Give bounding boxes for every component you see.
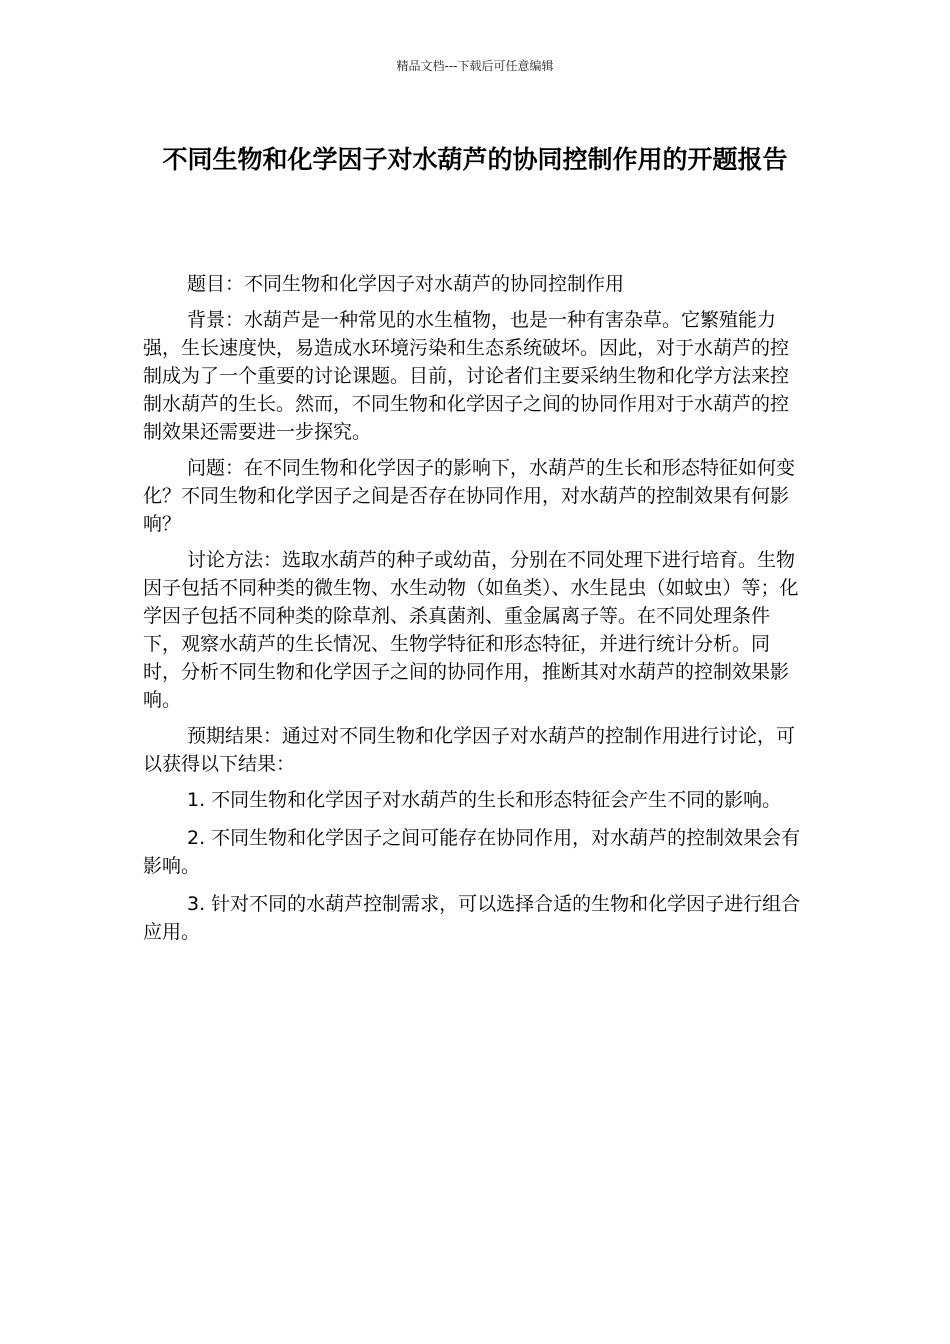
paragraph-expected-results: 预期结果：通过对不同生物和化学因子对水葫芦的控制作用进行讨论，可以获得以下结果： xyxy=(143,725,796,775)
paragraph-background: 背景：水葫芦是一种常见的水生植物，也是一种有害杂草。它繁殖能力强，生长速度快，易造成水环境污染和生态系统破坏。因此，对于水葫芦的控制成为了一个重要的讨论课题。目前，讨论者们主要采纳生物和化学方法来控制水葫芦的生长。然而，不同生物和化学因子之间的协同作用对于水葫芦的控制效果还需要进一步探究。 xyxy=(143,309,790,443)
document-body xyxy=(143,270,807,956)
paragraph-question: 问题：在不同生物和化学因子的影响下，水葫芦的生长和形态特征如何变化？不同生物和化学因子之间是否存在协同作用，对水葫芦的控制效果有何影响？ xyxy=(143,457,796,535)
paragraph-method: 讨论方法：选取水葫芦的种子或幼苗，分别在不同处理下进行培育。生物因子包括不同种类的微生物、水生动物（如鱼类）、水生昆虫（如蚊虫）等；化学因子包括不同种类的除草剂、杀真菌剂、重金属离子等。在不同处理条件下，观察水葫芦的生长情况、生物学特征和形态特征，并进行统计分析。同时，分析不同生物和化学因子之间的协同作用，推断其对水葫芦的控制效果影响。 xyxy=(143,549,799,711)
document-title: 不同生物和化学因子对水葫芦的协同控制作用的开题报告 xyxy=(162,145,788,174)
result-item: 3. 针对不同的水葫芦控制需求，可以选择合适的生物和化学因子进行组合应用。 xyxy=(143,893,801,943)
paragraph-topic: 题目：不同生物和化学因子对水葫芦的协同控制作用 xyxy=(187,273,625,295)
header-note: 精品文档---下载后可任意编辑 xyxy=(396,59,554,73)
result-item: 2. 不同生物和化学因子之间可能存在协同作用，对水葫芦的控制效果会有影响。 xyxy=(143,827,801,877)
result-item: 1. 不同生物和化学因子对水葫芦的生长和形态特征会产生不同的影响。 xyxy=(187,789,782,811)
